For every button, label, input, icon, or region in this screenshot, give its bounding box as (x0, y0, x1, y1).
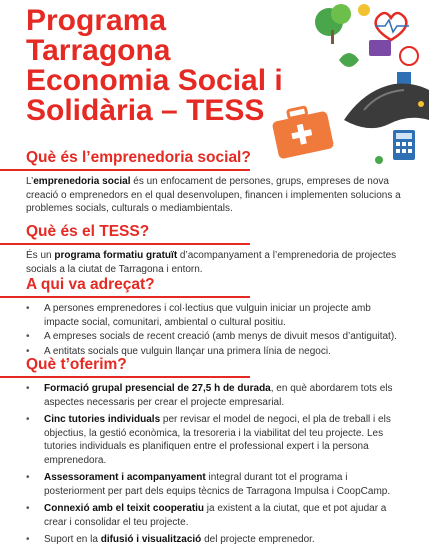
list-item: • Suport en la difusió i visualització del projecte emprenedor. (26, 533, 406, 547)
list-item: • Connexió amb el teixit cooperatiu ja existent a la ciutat, que et pot ajudar a crear i consolidar el teu projecte. (26, 502, 406, 529)
list-item: • A empreses socials de recent creació (amb menys de divuit mesos d’antiguitat). (26, 330, 406, 344)
heading-divider (0, 243, 250, 245)
audience-list (26, 302, 406, 358)
heading-divider (0, 376, 250, 378)
section-what-is-social-entrepreneurship (26, 148, 406, 216)
title-line-2: Economia Social i (26, 64, 283, 97)
section-heading: Què és el TESS? (26, 223, 150, 240)
offer-list (26, 382, 406, 547)
leaf-icon (339, 53, 359, 67)
title-line-1: Programa Tarragona (26, 4, 171, 67)
title-line-3: Solidària – TESS (26, 94, 265, 127)
section-target-audience (26, 275, 406, 359)
section-what-we-offer (26, 355, 406, 551)
section-paragraph: És un programa formatiu gratuït d’acompanyament a l’emprenedoria de projectes socials a la ciutat de Tarragona i entorn. (26, 250, 397, 275)
list-item: • A entitats socials que vulguin llançar una primera línia de negoci. (26, 345, 406, 359)
section-heading: A qui va adreçat? (26, 276, 155, 293)
recycle-icon (400, 47, 418, 65)
list-item: • A persones emprenedores i col·lectius que vulguin iniciar un projecte amb impacte social, comunitari, ambiental o cultural positiu. (26, 302, 406, 329)
folder-icon (369, 40, 391, 56)
section-heading: Què és l’emprenedoria social? (26, 149, 251, 166)
hand-icon (344, 84, 429, 129)
section-paragraph: L’emprenedoria social és un enfocament de persones, grups, empreses de nova creació o emprenedors en el qual desenvolupen, financen i implementen solucions a problemes socials, culturals o mediambientals. (26, 176, 401, 214)
section-heading: Què t’oferim? (26, 356, 127, 373)
list-item: • Assessorament i acompanyament integral durant tot el programa i posteriorment per part dels equips tècnics de Tarragona Impulsa i CoopCamp. (26, 471, 406, 498)
heart-pulse-icon (375, 13, 409, 40)
decorative-illustration (269, 0, 429, 170)
heading-divider (0, 296, 250, 298)
tree-icon (315, 4, 351, 44)
list-item: • Formació grupal presencial de 27,5 h de durada, en què abordarem tots els aspectes necessaris per crear el projecte empresarial. (26, 382, 406, 409)
heading-divider (0, 169, 250, 171)
section-what-is-tess (26, 222, 406, 276)
page-title (26, 6, 306, 126)
list-item: • Cinc tutories individuals per revisar el model de negoci, el pla de treball i els objectius, la gestió econòmica, la tresoreria i la viabilitat del teu projecte. Les tutories individuals es planifiquen entre el professional expert i la persona emprenedora. (26, 413, 406, 467)
lightbulb-icon (358, 4, 370, 16)
